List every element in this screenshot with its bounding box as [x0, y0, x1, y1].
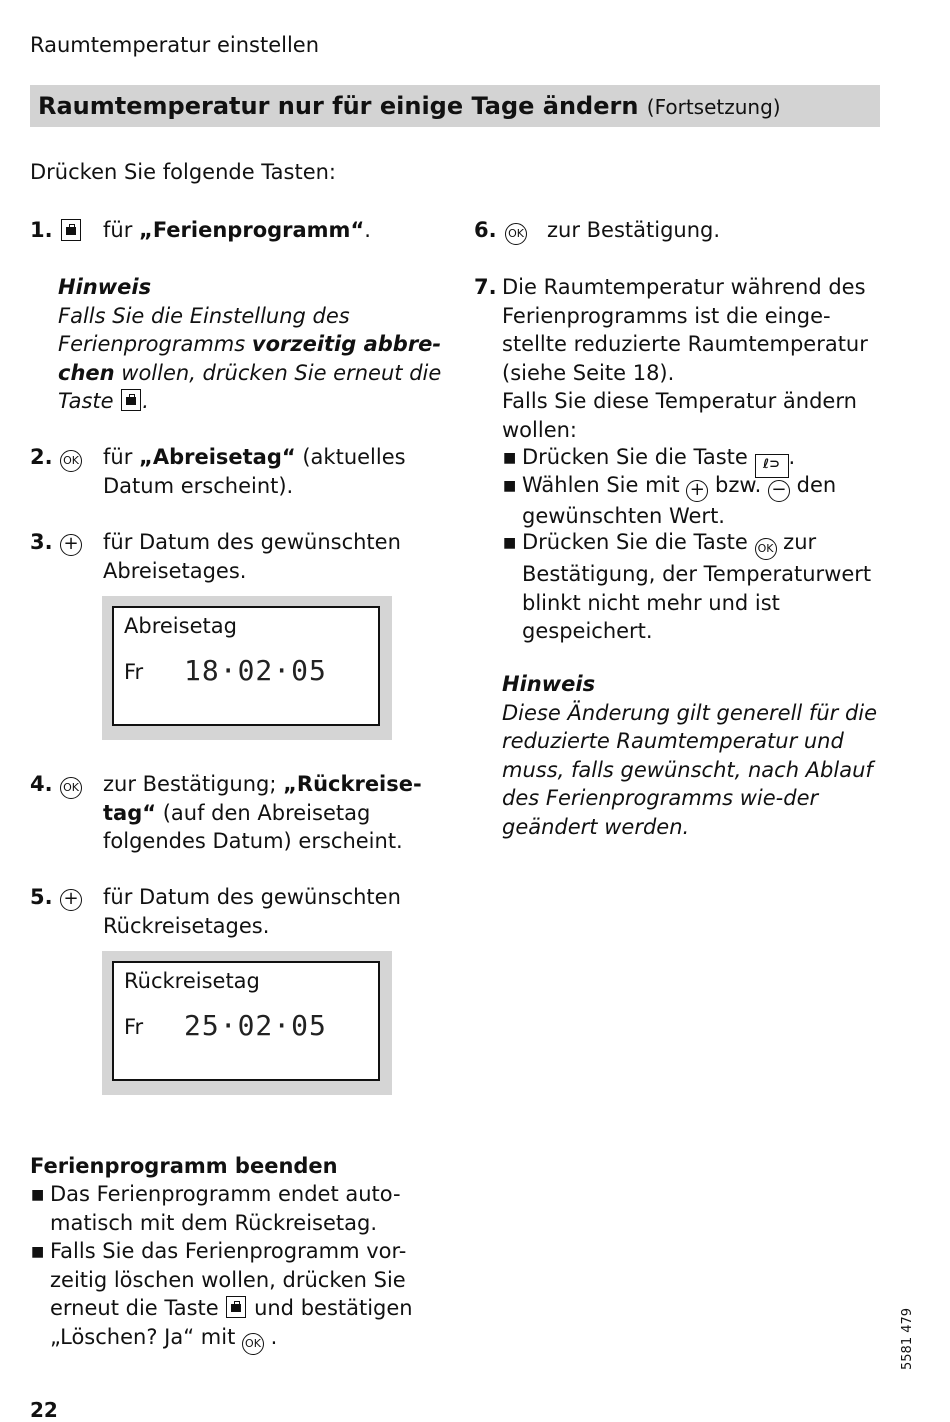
section-subtitle: (Fortsetzung)	[646, 95, 781, 119]
step-3-text: für Datum des gewünschten Abreisetages.	[103, 530, 401, 583]
display-label: Rückreisetag	[124, 969, 260, 993]
step-2-number: 2.	[30, 445, 53, 469]
plus-button-icon: +	[686, 480, 708, 502]
hint-2	[502, 670, 882, 841]
step-7-text: Die Raumtemperatur während des Ferienprogramms ist die einge-stellte reduzierte Raumtemperatur (siehe Seite 18). Falls Sie diese Temperatur ändern wollen:	[502, 275, 868, 442]
lcd-display-departure	[102, 596, 392, 740]
step-5-text: für Datum des gewünschten Rückreisetages.	[103, 885, 401, 938]
step-4-number: 4.	[30, 772, 53, 796]
bullet-icon: ■	[31, 1244, 45, 1260]
plus-button-icon: +	[60, 886, 82, 911]
bullet-icon: ■	[31, 1187, 45, 1203]
hint-1-title: Hinweis	[58, 275, 152, 299]
display-day: Fr	[124, 660, 144, 684]
hint-2-title: Hinweis	[502, 672, 596, 696]
end-bullet-1: Das Ferienprogramm endet auto-matisch mit dem Rückreisetag.	[50, 1182, 401, 1235]
step-4-text: zur Bestätigung; „Rückreise-tag“ (auf den Abreisetag folgendes Datum) erscheint.	[103, 772, 422, 853]
ok-button-icon: OK	[242, 1333, 264, 1355]
reduced-temperature-key-icon: ℓ⊃	[755, 454, 789, 478]
intro-text: Drücken Sie folgende Tasten:	[30, 160, 336, 184]
running-header: Raumtemperatur einstellen	[30, 33, 320, 57]
step-2-text: für „Abreisetag“ (aktuelles Datum erscheint).	[103, 445, 406, 498]
document-code: 5581 479	[900, 1307, 915, 1370]
ok-button-icon: OK	[755, 538, 777, 560]
step-1-text: für „Ferienprogramm“.	[103, 218, 371, 242]
hint-2-text: Diese Änderung gilt generell für die reduzierte Raumtemperatur und muss, falls gewünscht, nach Ablauf des Ferienprogramms wie-der geändert werden.	[502, 700, 878, 839]
holiday-key-icon	[121, 389, 141, 411]
step-7-bullet-3: Drücken Sie die Taste OK zur Bestätigung, der Temperaturwert blinkt nicht mehr und ist gespeichert.	[522, 530, 872, 643]
bullet-icon: ■	[503, 478, 517, 494]
step-7-bullet-2: Wählen Sie mit + bzw. − den gewünschten Wert.	[522, 473, 837, 528]
step-6-text: zur Bestätigung.	[547, 218, 721, 242]
bullet-icon: ■	[503, 535, 517, 551]
holiday-key-icon	[226, 1296, 246, 1318]
end-bullet-2: Falls Sie das Ferienprogramm vor-zeitig löschen wollen, drücken Sie erneut die Taste und bestätigen „Löschen? Ja“ mit OK .	[50, 1237, 445, 1355]
step-7-bullet-1: Drücken Sie die Taste ℓ⊃ .	[522, 443, 887, 478]
end-section-title: Ferienprogramm beenden	[30, 1154, 338, 1178]
section-title	[30, 85, 880, 127]
ok-button-icon: OK	[60, 446, 82, 472]
holiday-key-icon	[60, 219, 82, 242]
hint-1-text: Falls Sie die Einstellung des Ferienprogramms vorzeitig abbre-chen wollen, drücken Sie erneut die Taste .	[58, 303, 442, 413]
step-5-number: 5.	[30, 885, 53, 909]
section-title-text: Raumtemperatur nur für einige Tage ändern	[38, 92, 639, 120]
page-number: 22	[30, 1398, 58, 1422]
step-1-number: 1.	[30, 218, 53, 242]
step-7-number: 7.	[474, 275, 497, 299]
step-6-number: 6.	[474, 218, 497, 242]
bullet-icon: ■	[503, 450, 517, 466]
lcd-display-return	[102, 951, 392, 1095]
step-3-number: 3.	[30, 530, 53, 554]
display-date: 18·02·05	[184, 654, 327, 687]
display-label: Abreisetag	[124, 614, 237, 638]
plus-button-icon: +	[60, 531, 82, 556]
display-date: 25·02·05	[184, 1009, 327, 1042]
ok-button-icon: OK	[60, 773, 82, 799]
display-day: Fr	[124, 1015, 144, 1039]
minus-button-icon: −	[768, 480, 790, 502]
ok-button-icon: OK	[505, 219, 527, 245]
hint-1	[58, 273, 443, 416]
